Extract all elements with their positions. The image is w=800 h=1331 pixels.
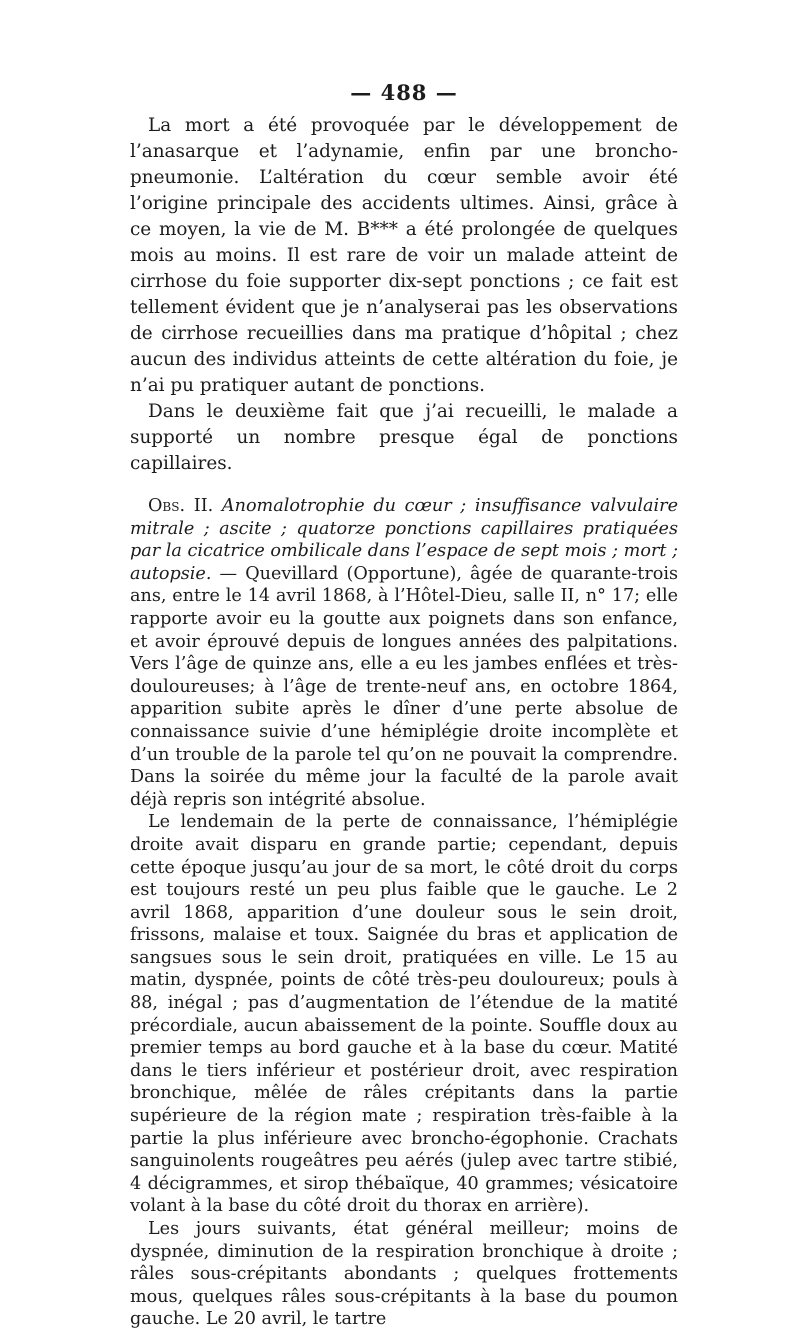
book-page bbox=[130, 80, 678, 1331]
observation-block bbox=[130, 495, 678, 1331]
observation-paragraph-2: Le lendemain de la perte de connaissance, l’hémiplégie droite avait disparu en grande partie; cependant, depuis cette époque jusqu’au jour de sa mort, le côté droit du corps est toujours resté un peu plus faible que le gauche. Le 2 avril 1868, apparition d’une douleur sous le sein droit, frissons, malaise et toux. Saignée du bras et application de sangsues sous le sein droit, pratiquées en ville. Le 15 au matin, dyspnée, points de côté très-peu douloureux; pouls à 88, inégal ; pas d’augmentation de l’étendue de la matité précordiale, aucun abaissement de la pointe. Souffle doux au premier temps au bord gauche et à la base du cœur. Matité dans le tiers inférieur et postérieur droit, avec respiration bronchique, mêlée de râles crépitants dans la partie supérieure de la région mate ; respiration très-faible à la partie la plus inférieure avec broncho-égophonie. Crachats sanguinolents rougeâtres peu aérés (julep avec tartre stibié, 4 décigrammes, et sirop thébaïque, 40 grammes; vésicatoire volant à la base du côté droit du thorax en arrière). bbox=[130, 812, 678, 1217]
paragraph-second-case-intro: Dans le deuxième fait que j’ai recueilli, le malade a supporté un nombre presque égal de ponctions capillaires. bbox=[130, 401, 678, 474]
observation-intro: — Quevillard (Opportune), âgée de quarante-trois ans, entre le 14 avril 1868, à l’Hôtel-Dieu, salle II, n° 17; elle rapporte avoir eu la goutte aux poignets dans son enfance, et avoir éprouvé depuis de longues années des palpitations. Vers l’âge de quinze ans, elle a eu les jambes enflées et très-douloureuses; à l’âge de trente-neuf ans, en octobre 1864, apparition subite après le dîner d’une perte absolue de connaissance suivie d’une hémiplégie droite incomplète et d’un trouble de la parole tel qu’on ne pouvait la comprendre. Dans la soirée du même jour la faculté de la parole avait déjà repris son intégrité absolue. bbox=[130, 563, 679, 810]
observation-first-paragraph bbox=[130, 495, 678, 811]
observation-heading: Anomalotrophie du cœur ; insuffisance valvulaire mitrale ; ascite ; quatorze ponctions capillaires pratiquées par la cicatrice ombilicale dans l’espace de sept mois ; mort ; autopsie. bbox=[130, 496, 678, 584]
observation-paragraph-3: Les jours suivants, état général meilleur; moins de dyspnée, diminution de la respiration bronchique à droite ; râles sous-crépitants abondants ; quelques frottements mous, quelques râles sous-crépitants à la base du poumon gauche. Le 20 avril, le tartre bbox=[130, 1219, 678, 1330]
observation-label: Obs. II. bbox=[148, 496, 214, 516]
paragraph-conclusion: La mort a été provoquée par le développement de l’anasarque et l’adynamie, enfin par une broncho-pneumonie. L’altération du cœur semble avoir été l’origine principale des accidents ultimes. Ainsi, grâce à ce moyen, la vie de M. B*** a été prolongée de quelques mois au moins. Il est rare de voir un malade atteint de cirrhose du foie supporter dix-sept ponctions ; ce fait est tellement évident que je n’analyserai pas les observations de cirrhose recueillies dans ma pratique d’hôpital ; chez aucun des individus atteints de cette altération du foie, je n’ai pu pratiquer autant de ponctions. bbox=[130, 115, 678, 396]
page-number: — 488 — bbox=[350, 80, 458, 105]
